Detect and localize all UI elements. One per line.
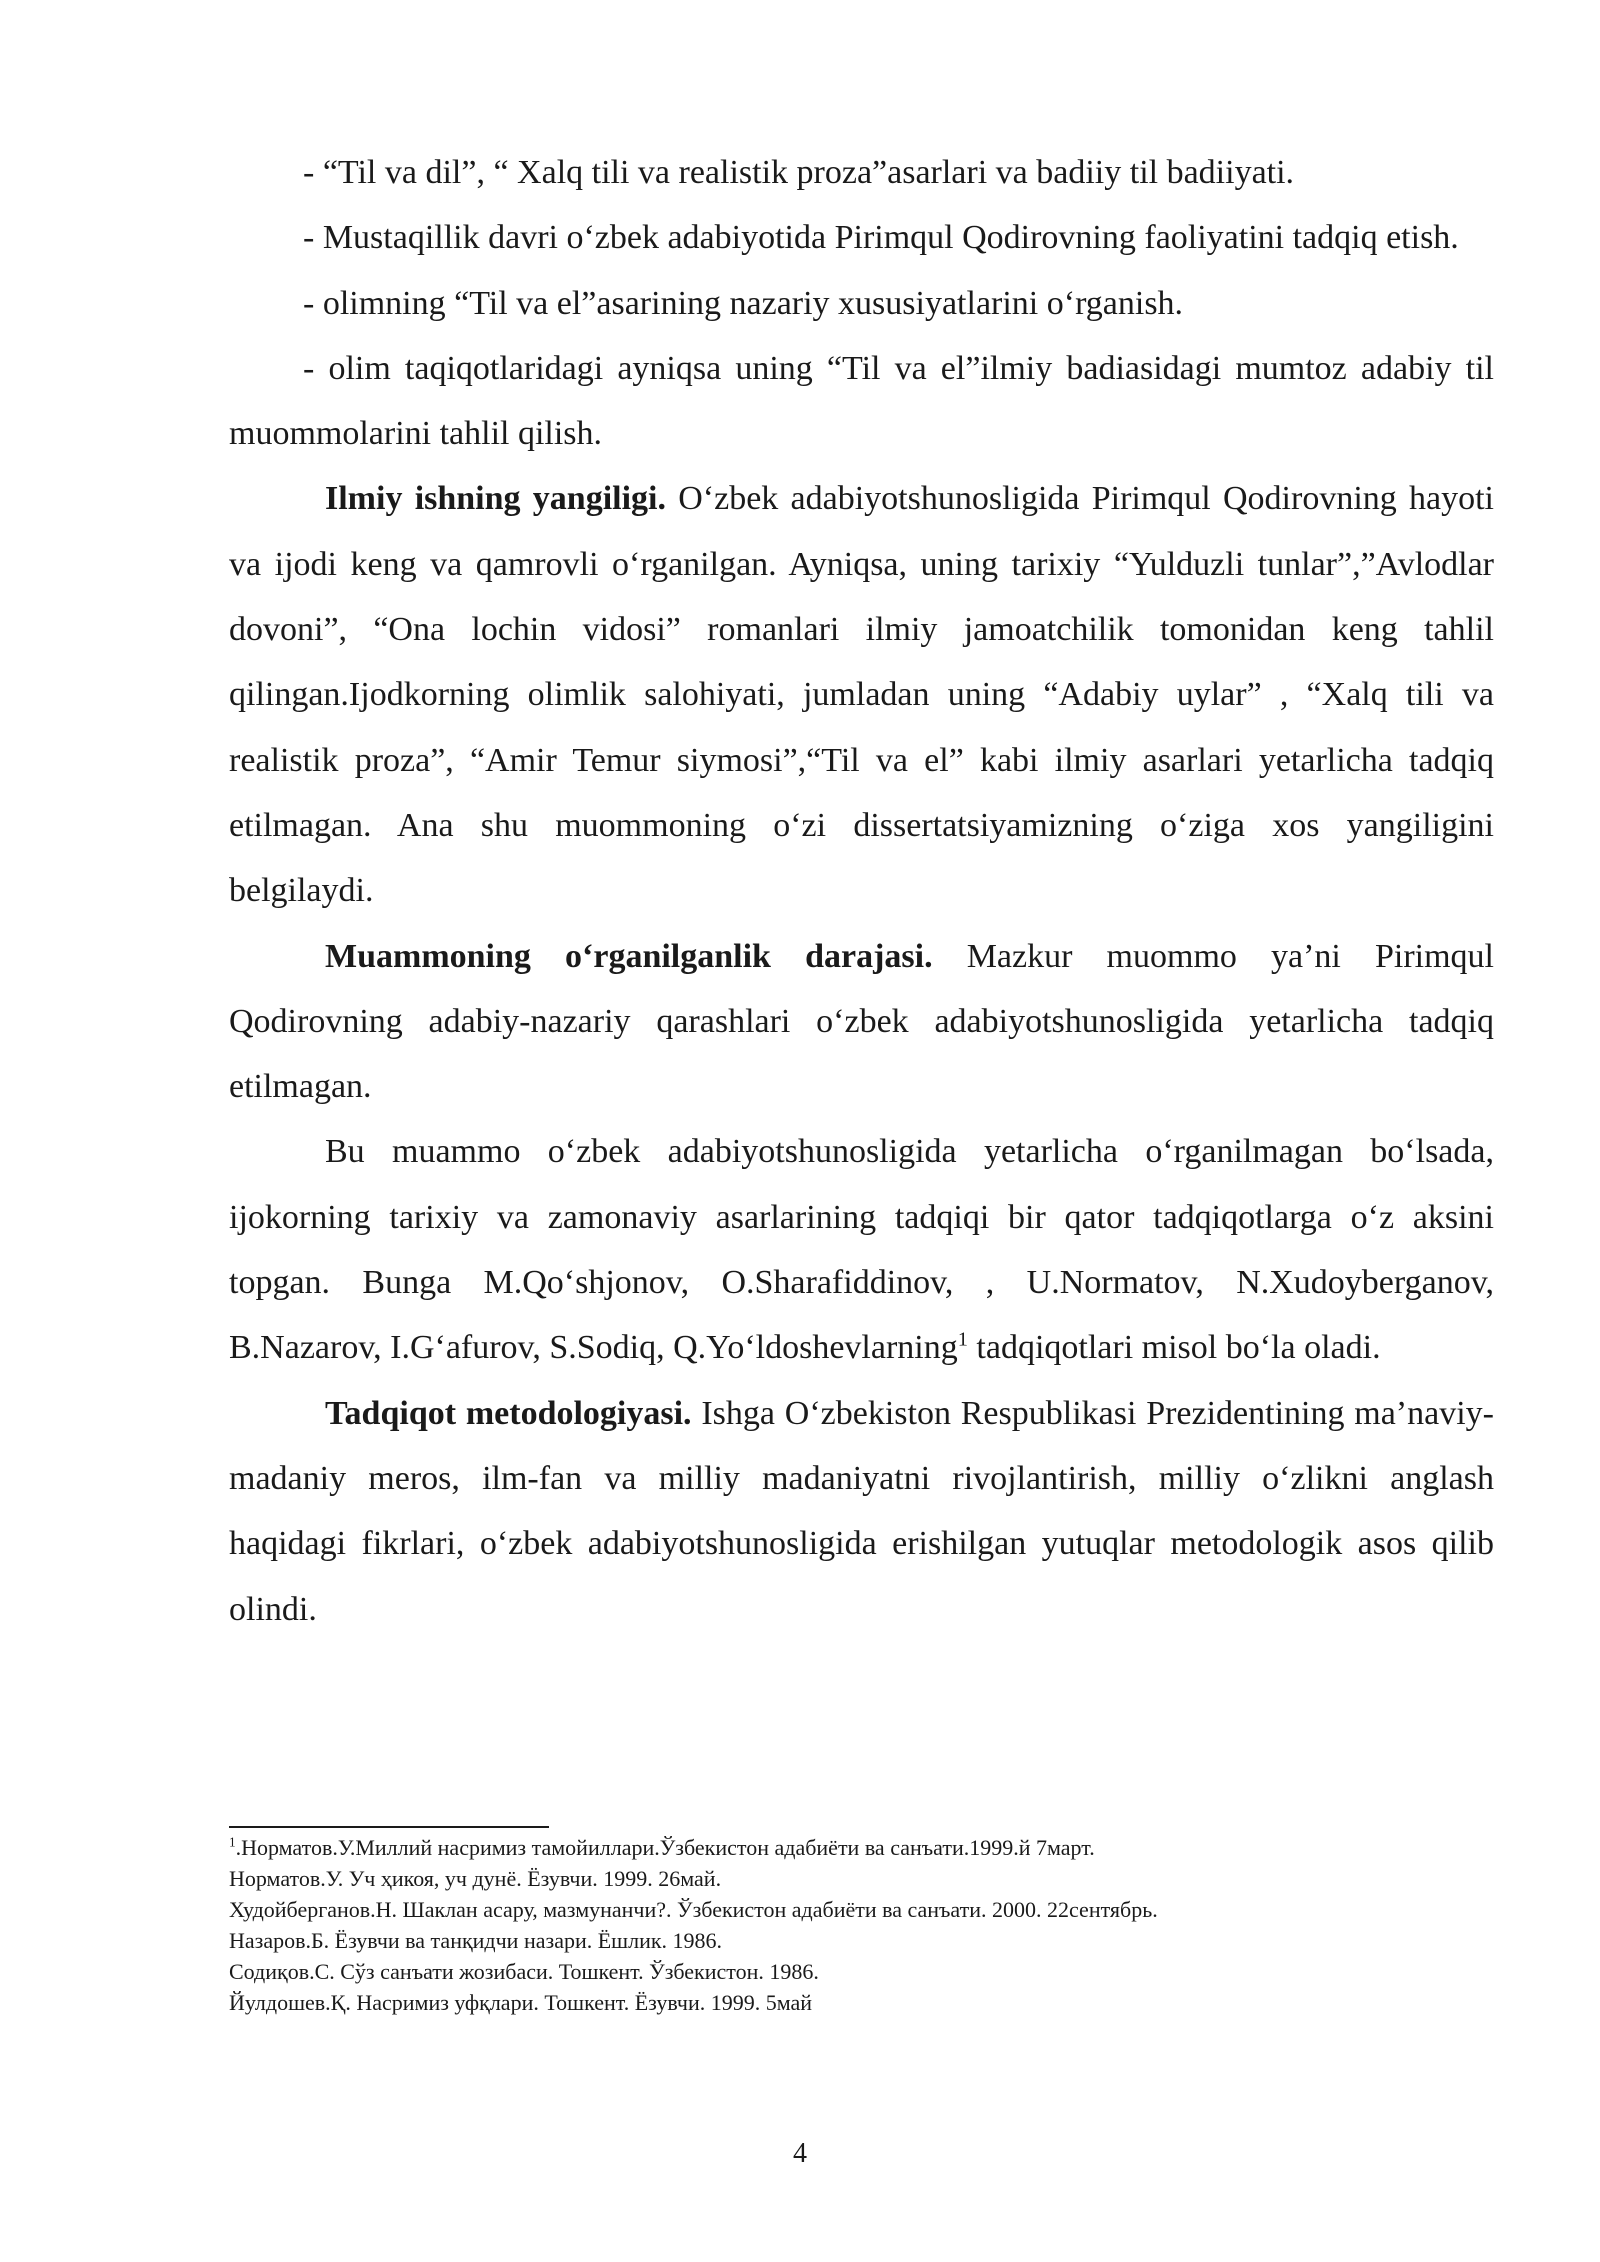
footnote-line: Йулдошев.Қ. Насримиз уфқлари. Тошкент. Ёзувчи. 1999. 5май [229,1990,813,2015]
footnote-text: .Норматов.У.Миллий насримиз тамойиллари.Ўзбекистон адабиёти ва санъати.1999.й 7март. [235,1835,1095,1860]
footnote-line: Содиқов.С. Сўз санъати жозибаси. Тошкент. Ўзбекистон. 1986. [229,1959,819,1984]
research-review-paragraph [229,1119,1494,1380]
footnote-reference[interactable]: 1 [957,1329,968,1352]
footnote-line [229,1832,1494,1863]
task-item-3: - olimning “Til va el”asarining nazariy xususiyatlarini o‘rganish. [303,284,1184,322]
methodology-text: Ishga O‘zbekiston Respublikasi Prezidentining ma’naviy-madaniy meros, ilm-fan va milliy madaniyatni rivojlantirish, milliy o‘zlikni anglash haqidagi fikrlari, o‘zbek adabiyotshunosligida erishilgan yutuqlar metodologik asos qilib olindi. [229,1394,1494,1628]
footnote-line: Худойберганов.Н. Шаклан асару, мазмунанчи?. Ўзбекистон адабиёти ва санъати. 2000. 22сентябрь. [229,1897,1158,1922]
novelty-paragraph [229,466,1494,923]
footnote-line: Назаров.Б. Ёзувчи ва танқидчи назари. Ёшлик. 1986. [229,1928,723,1953]
page-number: 4 [793,2138,807,2169]
methodology-paragraph [229,1381,1494,1642]
study-level-text: Mazkur muommo ya’ni Pirimqul Qodirovning adabiy-nazariy qarashlari o‘zbek adabiyotshunosligida yetarlicha tadqiq etilmagan. [229,937,1494,1106]
novelty-text: O‘zbek adabiyotshunosligida Pirimqul Qodirovning hayoti va ijodi keng va qamrovli o‘rganilgan. Ayniqsa, uning tarixiy “Yulduzli tunlar”,”Avlodlar dovoni”, “Ona lochin vidosi” romanlari ilmiy jamoatchilik tomonidan keng tahlil qilingan.Ijodkorning olimlik salohiyati, jumladan uning “Adabiy uylar” , “Xalq tili va realistik proza”, “Amir Temur siymosi”,“Til va el” kabi ilmiy asarlari yetarlicha tadqiq etilmagan. Ana shu muommoning o‘zi dissertatsiyamizning o‘ziga xos yangiligini belgilaydi. [229,480,1494,910]
research-review-text: Bu muammo o‘zbek adabiyotshunosligida yetarlicha o‘rganilmagan bo‘lsada, ijokorning tarixiy va zamonaviy asarlarining tadqiqi bir qator tadqiqotlarga o‘z aksini topgan. Bunga M.Qo‘shjonov, O.Sharafiddinov, , U.Normatov, N.Xudoyberganov, B.Nazarov, I.G‘afurov, S.Sodiq, Q.Yo‘ldoshevlarning [229,1133,1494,1367]
footnotes [229,1832,1494,2018]
footnote-line: Норматов.У. Уч ҳикоя, уч дунё. Ёзувчи. 1999. 26май. [229,1866,722,1891]
task-item-4: - olim taqiqotlaridagi ayniqsa uning “Til va el”ilmiy badiasidagi mumtoz adabiy til muommolarini tahlil qilish. [229,349,1494,453]
study-level-heading: Muammoning o‘rganilganlik darajasi. [325,937,933,975]
footnote-marker: 1 [229,1834,236,1850]
footnote-separator [229,1826,549,1828]
research-review-tail: tadqiqotlari misol bo‘la oladi. [967,1329,1381,1367]
task-item-2: - Mustaqillik davri o‘zbek adabiyotida Pirimqul Qodirovning faoliyatini tadqiq etish. [303,219,1459,257]
methodology-heading: Tadqiqot metodologiyasi. [325,1394,692,1432]
document-body [229,140,1494,1642]
study-level-paragraph [229,924,1494,1120]
task-item-1: - “Til va dil”, “ Xalq tili va realistik proza”asarlari va badiiy til badiiyati. [303,154,1295,191]
novelty-heading: Ilmiy ishning yangiligi. [325,480,666,518]
